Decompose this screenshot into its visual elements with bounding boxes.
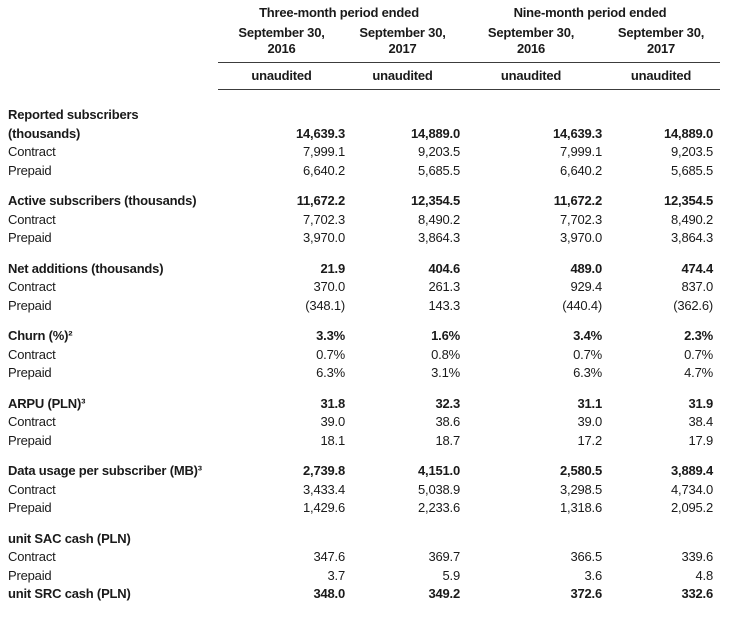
cell-value: 7,702.3: [303, 211, 345, 227]
cell-value: (362.6): [673, 297, 713, 313]
cell-value: 3,970.0: [560, 230, 602, 245]
row-label: Prepaid: [8, 500, 52, 515]
cell-value: 837.0: [681, 279, 713, 294]
cell-value: 332.6: [681, 586, 713, 601]
cell-value: 14,639.3: [295, 125, 345, 141]
cell-value: 404.6: [428, 260, 460, 276]
cell-value: [345, 518, 460, 549]
cell-value: 3,864.3: [418, 230, 460, 245]
column-date: September 30,: [238, 24, 325, 40]
section-header-row: [0, 518, 720, 549]
unaudited-note: unaudited: [218, 63, 345, 91]
table-row: [0, 548, 720, 567]
cell-value: (440.4): [562, 297, 602, 313]
unaudited-note: unaudited: [345, 63, 460, 91]
section-label: Reported subscribers: [8, 107, 139, 122]
cell-value: 11,672.2: [553, 193, 602, 208]
row-label: Contract: [8, 144, 56, 159]
cell-value: 3.7: [327, 567, 345, 583]
cell-value: 7,999.1: [303, 144, 345, 159]
corner-spacer: [0, 4, 218, 25]
group-header-three-month: Three-month period ended: [259, 5, 419, 20]
corner-spacer: [0, 63, 218, 91]
cell-value: [218, 518, 345, 549]
row-label: Contract: [8, 414, 56, 429]
cell-value: 2,233.6: [418, 500, 460, 515]
cell-value: 339.6: [681, 549, 713, 564]
section-header-row: [0, 248, 720, 279]
cell-value: (348.1): [305, 297, 345, 313]
table-row: [0, 413, 720, 432]
row-label: Prepaid: [8, 162, 52, 178]
column-year: 2017: [388, 41, 417, 56]
cell-value: 2,095.2: [671, 500, 713, 515]
cell-value: 39.0: [577, 414, 602, 429]
table-row: [0, 364, 720, 383]
cell-value: 4,151.0: [418, 463, 460, 478]
table-row: [0, 567, 720, 586]
cell-value: 5.9: [442, 567, 460, 583]
row-label: Contract: [8, 549, 56, 564]
cell-value: 6,640.2: [303, 162, 345, 178]
cell-value: 3,970.0: [303, 230, 345, 245]
cell-value: [602, 518, 720, 549]
cell-value: 5,685.5: [418, 162, 460, 178]
cell-value: 8,490.2: [418, 211, 460, 227]
row-label: Contract: [8, 346, 56, 362]
column-date: September 30,: [617, 24, 705, 40]
cell-value: 14,889.0: [410, 125, 460, 141]
cell-value: 31.9: [688, 395, 713, 411]
column-year: 2016: [267, 41, 296, 56]
column-header-date-3m-2017: [345, 25, 460, 63]
table-row: [0, 278, 720, 297]
cell-value: 31.1: [577, 395, 602, 411]
column-year: 2017: [646, 41, 676, 56]
cell-value: 1.6%: [431, 328, 460, 343]
cell-value: 143.3: [428, 297, 460, 313]
cell-value: 7,999.1: [560, 144, 602, 159]
cell-value: 39.0: [320, 414, 345, 429]
cell-value: 370.0: [313, 279, 345, 294]
cell-value: 4.8: [695, 567, 713, 583]
row-label: Prepaid: [8, 365, 52, 380]
section-label: unit SAC cash (PLN): [8, 530, 131, 546]
cell-value: 6,640.2: [560, 162, 602, 178]
cell-value: 0.8%: [431, 346, 460, 362]
row-label: Prepaid: [8, 567, 52, 583]
table-row: [0, 162, 720, 181]
section-label: unit SRC cash (PLN): [8, 586, 131, 601]
unaudited-note: unaudited: [602, 63, 720, 91]
cell-value: 21.9: [320, 260, 345, 276]
row-label: Contract: [8, 211, 56, 227]
cell-value: 6.3%: [573, 365, 602, 380]
table-row: [0, 143, 720, 162]
section-header-row: [0, 315, 720, 346]
unaudited-note-row: [0, 63, 720, 91]
cell-value: 8,490.2: [671, 211, 713, 227]
cell-value: 3.4%: [573, 328, 602, 343]
cell-value: 474.4: [681, 260, 713, 276]
section-label-line2: (thousands): [8, 125, 81, 141]
cell-value: 369.7: [428, 549, 460, 564]
cell-value: 5,685.5: [671, 162, 713, 178]
column-group-header-row: [0, 4, 720, 25]
cell-value: 2,739.8: [303, 463, 345, 478]
table-row: [0, 481, 720, 500]
cell-value: 6.3%: [316, 365, 345, 380]
cell-value: 38.6: [435, 414, 460, 429]
cell-value: 17.9: [688, 432, 713, 448]
column-date: September 30,: [487, 24, 575, 40]
cell-value: 4.7%: [684, 365, 713, 380]
table-row: [0, 432, 720, 451]
cell-value: 17.2: [577, 432, 602, 448]
table-row: [0, 346, 720, 365]
corner-spacer: [0, 25, 218, 63]
cell-value: 7,702.3: [560, 211, 602, 227]
cell-value: 9,203.5: [418, 144, 460, 159]
section-header-row: [0, 383, 720, 414]
cell-value: 14,639.3: [552, 125, 602, 141]
cell-value: 1,429.6: [303, 500, 345, 515]
section-label: Data usage per subscriber (MB)³: [8, 463, 202, 478]
cell-value: 38.4: [688, 414, 713, 429]
group-header-nine-month: Nine-month period ended: [513, 5, 667, 20]
cell-value: 11,672.2: [296, 193, 345, 208]
section-header-row: [0, 450, 720, 481]
column-header-date-9m-2016: [460, 25, 602, 63]
row-label: Contract: [8, 279, 56, 294]
column-header-date-3m-2016: [218, 25, 345, 63]
table-row: [0, 229, 720, 248]
table-row: [0, 297, 720, 316]
section-label: ARPU (PLN)³: [8, 395, 86, 411]
section-header-row: [0, 585, 720, 604]
row-label: Contract: [8, 481, 56, 497]
cell-value: 32.3: [435, 395, 460, 411]
cell-value: 929.4: [570, 279, 602, 294]
section-header-row: [0, 90, 720, 143]
unaudited-note: unaudited: [460, 63, 602, 91]
column-header-date-9m-2017: [602, 25, 720, 63]
column-date: September 30,: [359, 24, 446, 40]
table-row: [0, 211, 720, 230]
cell-value: 2,580.5: [560, 463, 602, 478]
column-date-header-row: [0, 25, 720, 63]
cell-value: 18.7: [435, 432, 460, 448]
cell-value: 12,354.5: [663, 193, 713, 208]
cell-value: 3,433.4: [303, 481, 345, 497]
cell-value: 261.3: [428, 279, 460, 294]
cell-value: 489.0: [570, 260, 602, 276]
section-label-cell: [0, 90, 218, 143]
cell-value: 3,864.3: [671, 230, 713, 245]
cell-value: 2.3%: [684, 328, 713, 343]
row-label: Prepaid: [8, 432, 52, 448]
column-year: 2016: [516, 41, 546, 56]
cell-value: 348.0: [313, 586, 345, 601]
cell-value: 12,354.5: [410, 193, 460, 208]
cell-value: [460, 518, 602, 549]
cell-value: 3.1%: [431, 365, 460, 380]
cell-value: 366.5: [570, 549, 602, 564]
cell-value: 31.8: [320, 395, 345, 411]
cell-value: 3.6: [584, 567, 602, 583]
cell-value: 347.6: [313, 549, 345, 564]
cell-value: 3,889.4: [671, 463, 713, 478]
cell-value: 0.7%: [684, 346, 713, 362]
cell-value: 3,298.5: [560, 481, 602, 497]
cell-value: 372.6: [570, 586, 602, 601]
cell-value: 349.2: [428, 586, 460, 601]
section-label: Active subscribers (thousands): [8, 193, 197, 208]
section-label: Churn (%)²: [8, 328, 73, 343]
cell-value: 0.7%: [573, 346, 602, 362]
row-label: Prepaid: [8, 297, 52, 313]
row-label: Prepaid: [8, 230, 52, 245]
cell-value: 5,038.9: [418, 481, 460, 497]
cell-value: 14,889.0: [663, 125, 713, 141]
section-header-row: [0, 180, 720, 211]
operating-metrics-table: [0, 4, 720, 604]
cell-value: 18.1: [320, 432, 345, 448]
cell-value: 9,203.5: [671, 144, 713, 159]
table-row: [0, 499, 720, 518]
cell-value: 0.7%: [316, 346, 345, 362]
cell-value: 4,734.0: [671, 481, 713, 497]
section-label: Net additions (thousands): [8, 260, 164, 276]
cell-value: 3.3%: [316, 328, 345, 343]
cell-value: 1,318.6: [560, 500, 602, 515]
